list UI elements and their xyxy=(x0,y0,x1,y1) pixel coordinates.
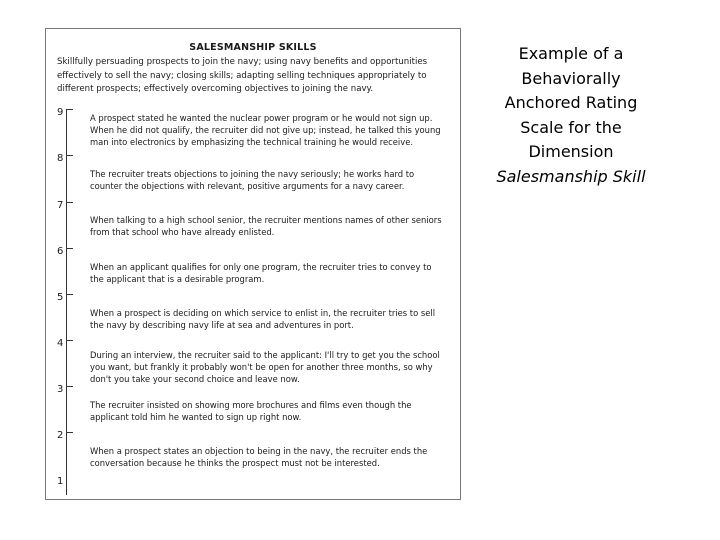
behavior-anchor: The recruiter insisted on showing more brochures and films even though the applicant told him he wanted to sign up right now. xyxy=(90,400,412,422)
scale-tick xyxy=(66,248,73,249)
scale-tick xyxy=(66,340,73,341)
scale-number-7: 7 xyxy=(57,200,64,211)
scale-tick xyxy=(66,202,73,203)
scale-tick xyxy=(66,294,73,295)
bars-figure xyxy=(45,28,461,500)
behavior-anchor: A prospect stated he wanted the nuclear power program or he would not sign up. When he did not qualify, the recruiter did not give up; instead, he talked this young man into electronics by emphasizing the technical training he would receive. xyxy=(90,113,441,147)
scale-number-5: 5 xyxy=(57,292,64,303)
caption-line: Scale for the xyxy=(520,117,622,137)
behavior-anchor: When an applicant qualifies for only one program, the recruiter tries to convey to the applicant that is a desirable program. xyxy=(90,262,432,284)
scale-number-6: 6 xyxy=(57,246,64,257)
caption-line: Behaviorally xyxy=(521,68,621,88)
dimension-definition: Skillfully persuading prospects to join the navy; using navy benefits and opportunities effectively to sell the navy; closing skills; adapting selling techniques appropriately to different prospects; effectively overcoming objectives to joining the navy. xyxy=(57,57,428,94)
scale-number-3: 3 xyxy=(57,384,64,395)
behavior-anchor: During an interview, the recruiter said to the applicant: I'll try to get you the school you want, but frankly it probably won't be open for another three months, so why don't you take your second choice and leave now. xyxy=(90,350,440,384)
scale-number-8: 8 xyxy=(57,153,64,164)
caption-line: Anchored Rating xyxy=(504,93,638,112)
scale-tick xyxy=(66,386,73,387)
caption-line: Example of a xyxy=(518,44,624,63)
scale-number-1: 1 xyxy=(57,476,64,487)
behavior-anchor: When a prospect states an objection to being in the navy, the recruiter ends the conversation because he thinks the prospect must not be interested. xyxy=(90,446,428,468)
rating-scale-axis xyxy=(66,109,67,495)
figure-title: SALESMANSHIP SKILLS xyxy=(189,42,317,53)
scale-tick xyxy=(66,432,73,433)
scale-number-9: 9 xyxy=(57,107,64,118)
behavior-anchor: The recruiter treats objections to joining the navy seriously; he works hard to counter the objections with relevant, positive arguments for a navy career. xyxy=(90,169,415,191)
slide-caption xyxy=(486,42,656,189)
behavior-anchor: When talking to a high school senior, the recruiter mentions names of other seniors from that school who have already enlisted. xyxy=(90,215,442,237)
scale-tick xyxy=(66,109,73,110)
scale-number-2: 2 xyxy=(57,430,64,441)
behavior-anchor: When a prospect is deciding on which service to enlist in, the recruiter tries to sell the navy by describing navy life at sea and adventures in port. xyxy=(90,308,436,330)
scale-tick xyxy=(66,155,73,156)
caption-line: Dimension xyxy=(528,142,614,161)
scale-number-4: 4 xyxy=(57,338,64,349)
caption-emphasis: Salesmanship Skill xyxy=(496,166,646,186)
